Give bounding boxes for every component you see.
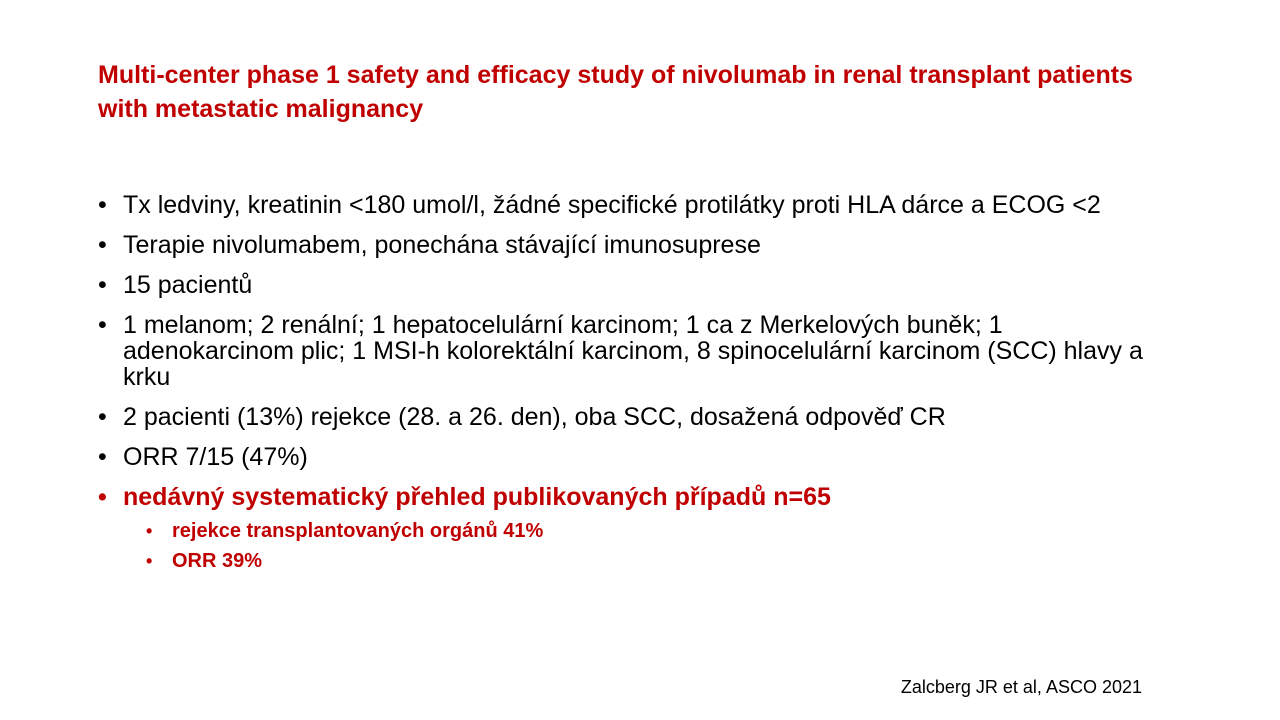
sub-bullet-list <box>123 516 1158 576</box>
citation: Zalcberg JR et al, ASCO 2021 <box>900 677 1142 697</box>
bullet-dot: • <box>98 191 107 219</box>
sub-bullet-item <box>146 516 1158 546</box>
bullet-dot: • <box>98 483 107 511</box>
bullet-text: 2 pacienti (13%) rejekce (28. a 26. den), oba SCC, dosažená odpověď CR <box>123 403 946 431</box>
bullet-text: Tx ledviny, kreatinin <180 umol/l, žádné specifické protilátky proti HLA dárce a ECOG <2 <box>123 191 1101 219</box>
sub-bullet-text: rejekce transplantovaných orgánů 41% <box>172 520 544 542</box>
bullet-item <box>98 192 1158 218</box>
sub-bullet-item <box>146 546 1158 576</box>
bullet-dot: • <box>98 403 107 431</box>
bullet-dot: • <box>98 231 107 259</box>
bullet-text: ORR 7/15 (47%) <box>123 443 308 471</box>
sub-bullet-dot: • <box>146 551 153 571</box>
bullet-item <box>98 404 1158 430</box>
bullet-dot: • <box>98 311 107 339</box>
bullet-item <box>98 312 1158 390</box>
highlight-bullet <box>98 484 1158 576</box>
bullet-dot: • <box>98 271 107 299</box>
sub-bullet-text: ORR 39% <box>172 550 263 572</box>
bullet-item <box>98 232 1158 258</box>
bullet-dot: • <box>98 443 107 471</box>
bullet-item <box>98 272 1158 298</box>
slide-title: Multi-center phase 1 safety and efficacy study of nivolumab in renal transplant patients with metastatic malignancy <box>98 61 1133 123</box>
bullet-text: 15 pacientů <box>123 271 253 299</box>
bullet-list <box>98 192 1158 582</box>
bullet-item <box>98 444 1158 470</box>
sub-bullet-dot: • <box>146 521 153 541</box>
bullet-text: 1 melanom; 2 renální; 1 hepatocelulární karcinom; 1 ca z Merkelových buněk; 1 adenokarcinom plic; 1 MSI-h kolorektální karcinom, 8 spinocelulární karcinom (SCC) hlavy a krku <box>123 311 1143 391</box>
highlight-text: nedávný systematický přehled publikovaných případů n=65 <box>123 483 831 511</box>
bullet-text: Terapie nivolumabem, ponechána stávající imunosuprese <box>123 231 761 259</box>
